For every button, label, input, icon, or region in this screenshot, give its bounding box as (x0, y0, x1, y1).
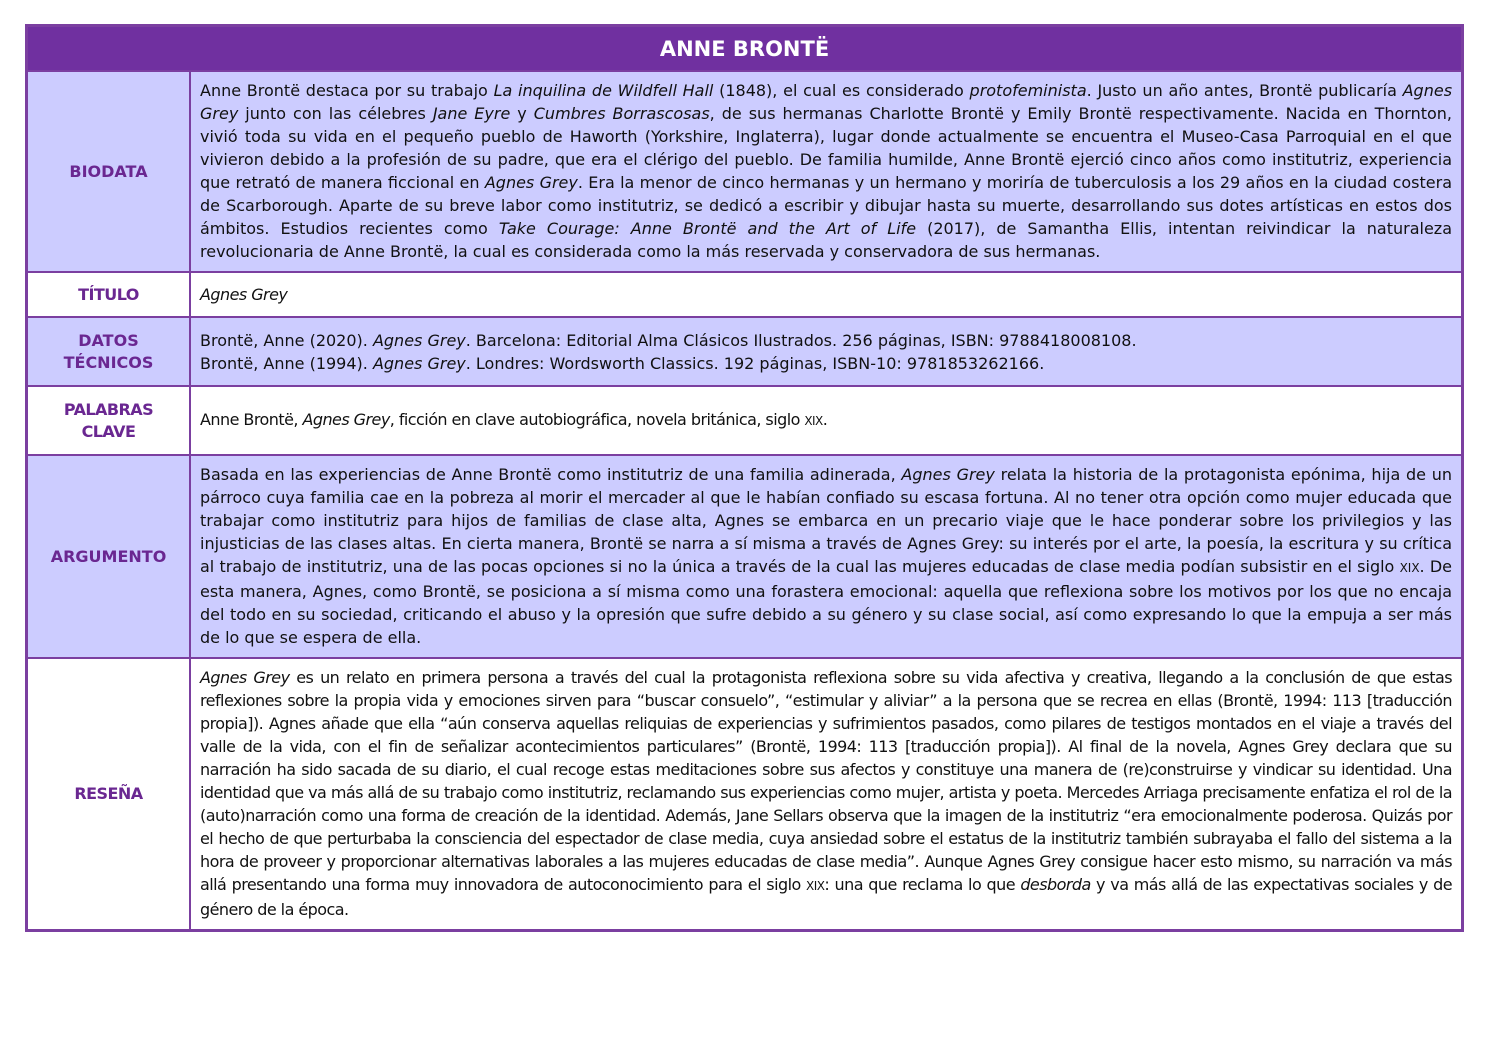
row-resena (28, 659, 1461, 929)
label-argumento-text: ARGUMENTO (50, 546, 167, 566)
label-palabras-line2: CLAVE (81, 421, 136, 441)
row-palabras-clave (28, 387, 1461, 456)
label-resena-text: RESEÑA (74, 784, 143, 803)
datos-tecnicos-text (191, 318, 1461, 385)
label-datos-tecnicos (28, 318, 191, 385)
book-review-sheet (25, 24, 1464, 932)
label-palabras-line1: PALABRAS (63, 399, 154, 419)
datos-ref-2020: Brontë, Anne (2020). Agnes Grey. Barcelona: Editorial Alma Clásicos Ilustrados. 256 páginas, ISBN: 9788418008108. (200, 330, 1137, 350)
biodata-text: Anne Brontë destaca por su trabajo La inquilina de Wildfell Hall (1848), el cual es considerado protofeminista. Justo un año antes, Brontë publicaría Agnes Grey junto con las célebres Jane Eyre y Cumbres Borrascosas, de sus hermanas Charlotte Brontë y Emily Brontë respectivamente. Nacida en Thornton, vivió toda su vida en el pequeño pueblo de Haworth (Yorkshire, Inglaterra), lugar donde actualmente se encuentra el Museo-Casa Parroquial en el que vivieron debido a la profesión de su padre, que era el clérigo del pueblo. De familia humilde, Anne Brontë ejerció cinco años como institutriz, experiencia que retrató de manera ficcional en Agnes Grey. Era la menor de cinco hermanas y un hermano y moriría de tuberculosis a los 29 años en la ciudad costera de Scarborough. Aparte de su breve labor como institutriz, se dedicó a escribir y dibujar hasta su muerte, desarrollando sus dotes artísticas en estos dos ámbitos. Estudios recientes como Take Courage: Anne Brontë and the Art of Life (2017), de Samantha Ellis, intentan reivindicar la naturaleza revolucionaria de Anne Brontë, la cual es considerada como la más reservada y conservadora de sus hermanas. (200, 81, 1453, 261)
label-palabras-clave (28, 387, 191, 454)
row-argumento (28, 456, 1461, 659)
label-datos-line2: TÉCNICOS (63, 352, 154, 372)
label-titulo (28, 273, 191, 316)
argumento-text: Basada en las experiencias de Anne Brontë como institutriz de una familia adinerada, Agnes Grey relata la historia de la protagonista epónima, hija de un párroco cuya familia cae en la pobreza al morir el mercader al que le habían confiado su escasa fortuna. Al no tener otra opción como mujer educada que trabajar como institutriz para hijos de familias de clase alta, Agnes se embarca en un precario viaje que le hace ponderar sobre los privilegios y las injusticias de las clases altas. En cierta manera, Brontë se narra a sí misma a través de Agnes Grey: su interés por el arte, la poesía, la escritura y su crítica al trabajo de institutriz, una de las pocas opciones si no la única a través de la cual las mujeres educadas de clase media podían subsistir en el siglo XIX. De esta manera, Agnes, como Brontë, se posiciona a sí misma como una forastera emocional: aquella que reflexiona sobre los motivos por los que no encaja del todo en su sociedad, criticando el abuso y la opresión que sufre debido a su género y su clase social, así como expresando lo que la empuja a ser más de lo que se espera de ella. (200, 465, 1452, 647)
label-datos-line1: DATOS (78, 330, 139, 350)
label-resena (28, 659, 191, 929)
row-datos-tecnicos (28, 318, 1461, 387)
sheet-title: ANNE BRONTË (28, 27, 1461, 72)
label-biodata-text: BIODATA (69, 161, 148, 181)
row-biodata (28, 72, 1461, 273)
label-titulo-text: TÍTULO (78, 284, 139, 304)
datos-ref-1994: Brontë, Anne (1994). Agnes Grey. Londres: Wordsworth Classics. 192 páginas, ISBN-10: 9781853262166. (200, 353, 1045, 373)
row-titulo (28, 273, 1461, 318)
label-argumento (28, 456, 191, 657)
palabras-clave-text: Anne Brontë, Agnes Grey, ficción en clave autobiográfica, novela británica, siglo XIX. (200, 410, 828, 429)
titulo-text: Agnes Grey (200, 285, 288, 304)
resena-text: Agnes Grey es un relato en primera persona a través del cual la protagonista reflexiona sobre su vida afectiva y creativa, llegando a la conclusión de que estas reflexiones sobre la propia vida y emociones sirven para “buscar consuelo”, “estimular y aliviar” a la persona que se recrea en ellas (Brontë, 1994: 113 [traducción propia]). Agnes añade que ella “aún conserva aquellas reliquias de experiencias y sufrimientos pasados, como pilares de testigos montados en el viaje a través del valle de la vida, con el fin de señalizar acontecimientos particulares” (Brontë, 1994: 113 [traducción propia]). Al final de la novela, Agnes Grey declara que su narración ha sido sacada de su diario, el cual recoge estas meditaciones sobre sus afectos y constituye una manera de (re)construirse y vindicar su identidad. Una identidad que va más allá de su trabajo como institutriz, reclamando sus experiencias como mujer, artista y poeta. Mercedes Arriaga precisamente enfatiza el rol de la (auto)narración como una forma de creación de la identidad. Además, Jane Sellars observa que la imagen de la institutriz “era emocionalmente poderosa. Quizás por el hecho de que perturbaba la consciencia del espectador de clase media, cuya ansiedad sobre el estatus de la institutriz también subrayaba el fallo del sistema a la hora de proveer y proporcionar alternativas laborales a las mujeres educadas de clase media”. Aunque Agnes Grey consigue hacer esto mismo, su narración va más allá presentando una forma muy innovadora de autoconocimiento para el siglo XIX: una que reclama lo que desborda y va más allá de las expectativas sociales y de género de la época. (200, 668, 1452, 919)
label-biodata (28, 72, 191, 271)
